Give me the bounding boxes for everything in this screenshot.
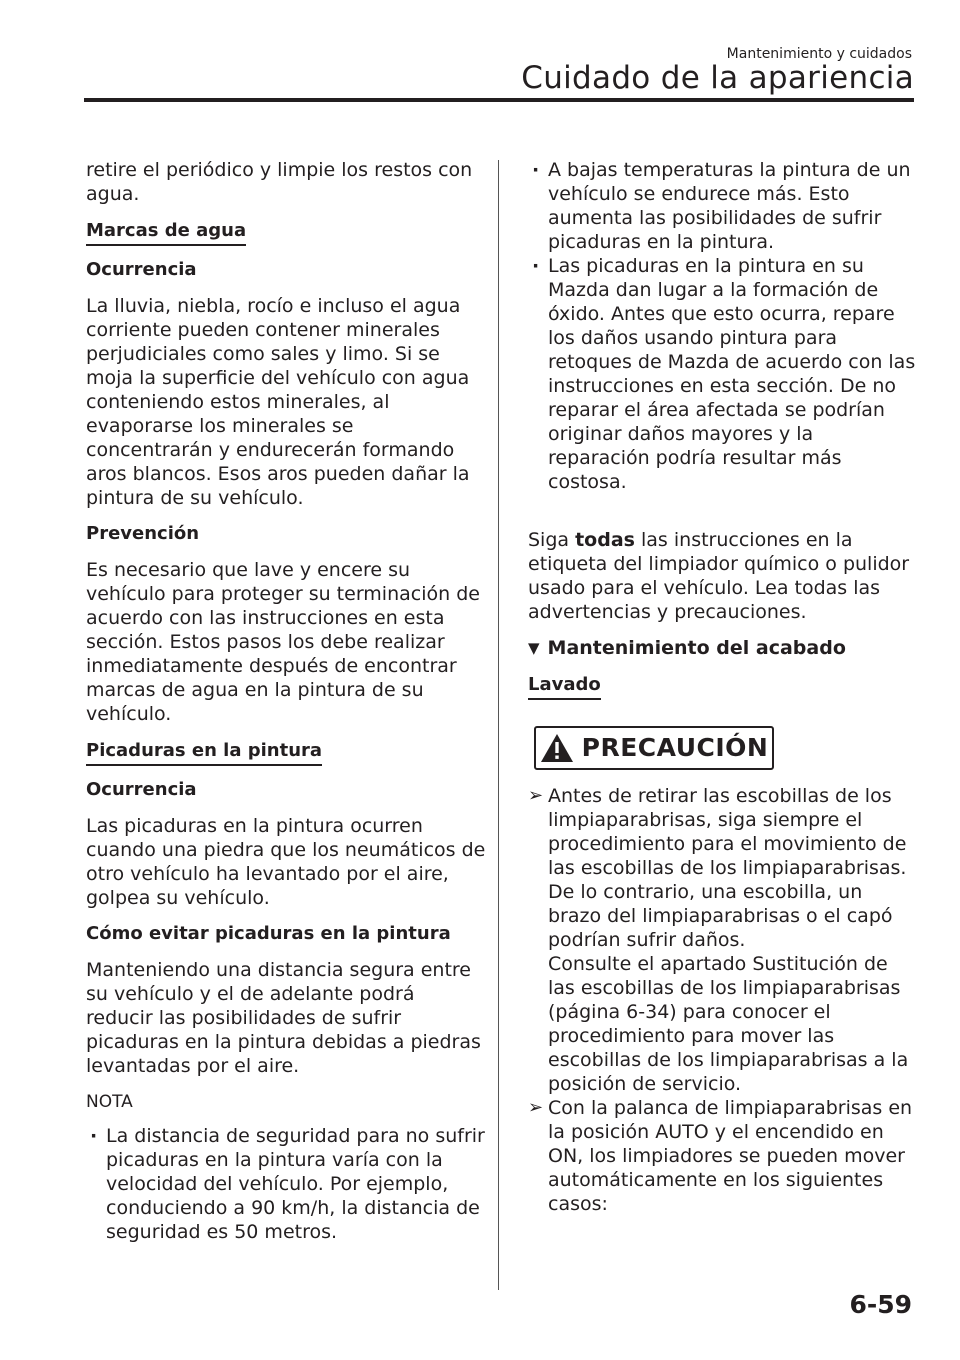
occurrence-label-2: Ocurrencia <box>86 779 197 800</box>
water-marks-text: La lluvia, niebla, rocío e incluso el agua corriente pueden contener minerales perjudiciales como sales y limo. Si se moja la superficie del vehículo con agua conteniendo estos minerales, al evaporarse los minerales se concentrarán y endurecerán formando aros blancos. Esos aros pueden dañar la pintura de su vehículo. <box>86 295 470 509</box>
note-label: NOTA <box>86 1092 133 1112</box>
occurrence-label: Ocurrencia <box>86 259 197 280</box>
triangle-down-icon: ▼ <box>528 639 540 657</box>
header-title: Cuidado de la apariencia <box>521 60 914 96</box>
caution-list <box>528 784 920 1216</box>
note-item: · La distancia de seguridad para no sufrir picaduras en la pintura varía con la velocidad del vehículo. Por ejemplo, conduciendo a 90 km/h, la distancia de seguridad es 50 metros. <box>86 1124 486 1244</box>
right-column <box>528 158 920 1216</box>
washing-heading: Lavado <box>528 673 601 700</box>
prevention-label: Prevención <box>86 523 200 544</box>
paint-chips-heading: Picaduras en la pintura <box>86 739 322 766</box>
caution-item-text: Antes de retirar las escobillas de los limpiaparabrisas, siga siempre el procedimiento para el movimiento de las escobillas de los limpiaparabrisas. De lo contrario, una escobilla, un brazo del limpiaparabrisas o el capó podrían sufrir daños. <box>548 785 907 951</box>
page-number: 6-59 <box>849 1290 912 1319</box>
note-item: · Las picaduras en la pintura en su Mazda dan lugar a la formación de óxido. Antes que esto ocurra, repare los daños usando pintura para retoques de Mazda de acuerdo con las instrucciones en esta sección. De no reparar el área afectada se podrían originar daños mayores y la reparación podría resultar más costosa. <box>528 254 920 494</box>
caution-item-text: Con la palanca de limpiaparabrisas en la posición AUTO y el encendido en ON, los limpiadores se pueden mover automáticamente en los siguientes casos: <box>548 1097 913 1215</box>
caution-item <box>528 784 920 1096</box>
avoid-chips-label: Cómo evitar picaduras en la pintura <box>86 923 451 944</box>
water-marks-heading: Marcas de agua <box>86 219 246 246</box>
arrow-right-icon: ➢ <box>528 785 544 806</box>
caution-item-extra: Consulte el apartado Sustitución de las escobillas de los limpiaparabrisas (página 6-34) para conocer el procedimiento para mover las escobillas de los limpiaparabrisas a la posición de servicio. <box>548 953 909 1095</box>
finish-maintenance-heading <box>528 636 920 660</box>
finish-maintenance-label: Mantenimiento del acabado <box>547 637 846 659</box>
follow-pre: Siga <box>528 529 576 551</box>
caution-banner <box>534 726 774 770</box>
column-divider <box>498 160 499 1290</box>
caution-item <box>528 1096 920 1216</box>
caution-label: PRECAUCIÓN <box>581 733 769 762</box>
left-column <box>86 158 486 1244</box>
follow-instructions-paragraph <box>528 528 920 624</box>
intro-paragraph: retire el periódico y limpie los restos con agua. <box>86 159 473 205</box>
paint-chips-text: Las picaduras en la pintura ocurren cuando una piedra que los neumáticos de otro vehículo ha levantado por el aire, golpea su vehículo. <box>86 815 486 909</box>
note-item: · A bajas temperaturas la pintura de un vehículo se endurece más. Esto aumenta las posibilidades de sufrir picaduras en la pintura. <box>528 158 920 254</box>
follow-bold: todas <box>575 529 635 551</box>
arrow-right-icon: ➢ <box>528 1097 544 1118</box>
avoid-chips-text: Manteniendo una distancia segura entre su vehículo y el de adelante podrá reducir las posibilidades de sufrir picaduras en la pintura debidas a piedras levantadas por el aire. <box>86 959 481 1077</box>
header-rule <box>84 98 914 102</box>
prevention-text: Es necesario que lave y encere su vehículo para proteger su terminación de acuerdo con las instrucciones en esta sección. Estos pasos los debe realizar inmediatamente después de encontrar marcas de agua en la pintura de su vehículo. <box>86 559 480 725</box>
follow-post: las instrucciones en la etiqueta del limpiador químico o pulidor usado para el vehículo. Lea todas las advertencias y precauciones. <box>528 529 910 623</box>
warning-triangle-icon <box>540 733 574 763</box>
header-section-label: Mantenimiento y cuidados <box>726 46 912 62</box>
note-list-continued <box>528 158 920 494</box>
note-list <box>86 1124 486 1244</box>
